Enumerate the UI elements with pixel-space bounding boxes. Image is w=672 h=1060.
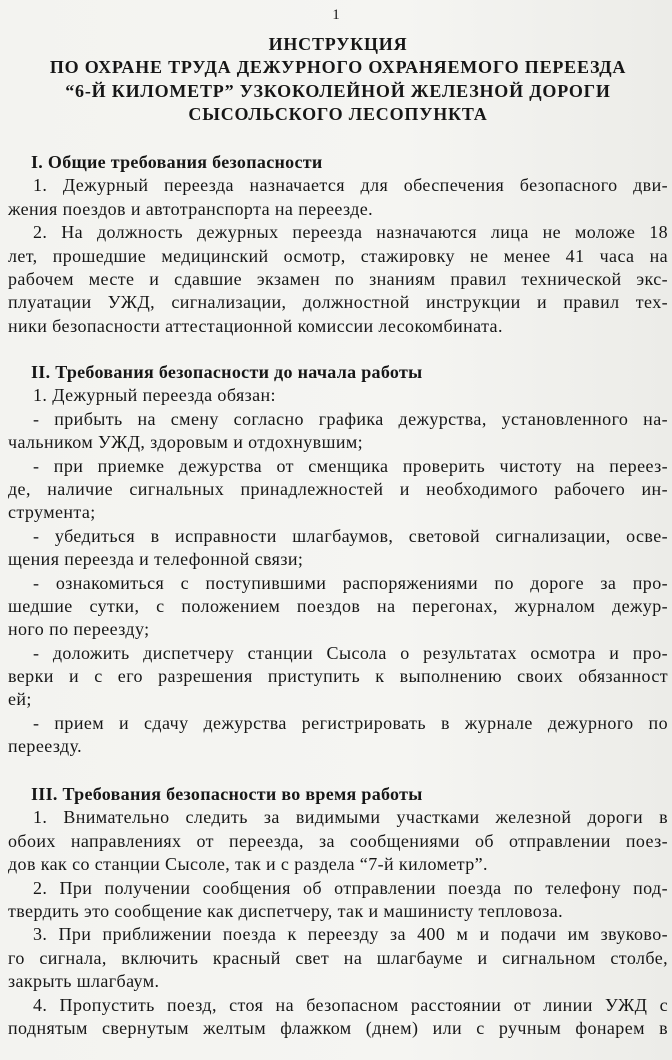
text-line: 2. При получении сообщения об отправлении поезда по телефону под- [33,877,668,898]
text-line: - доложить диспетчеру станции Сысола о результатах осмотра и про- [33,642,668,663]
section-heading: II. Требования безопасности до начала работы [31,362,423,382]
text-line: 1. Внимательно следить за видимыми участками железной дороги в [33,807,668,828]
text-line: 1. Дежурный переезда обязан: [33,385,276,406]
section-heading: I. Общие требования безопасности [31,152,323,172]
section-general-requirements [8,151,668,338]
text-line: - прием и сдачу дежурства регистрировать в журнале дежурного по [33,712,668,733]
text-line: ного по переезду; [8,619,150,640]
text-line: 4. Пропустить поезд, стоя на безопасном расстоянии от линии УЖД с [33,994,668,1015]
text-line: дов как со станции Сысоле, так и с раздела “7-й километр”. [8,854,488,875]
text-line: поднятым свернутым желтым флажком (днем) или с ручным фонарем в [8,1017,668,1038]
text-line: 1. Дежурный переезда назначается для обеспечения безопасного дви- [33,175,668,196]
document-title-line: ПО ОХРАНЕ ТРУДА ДЕЖУРНОГО ОХРАНЯЕМОГО ПЕРЕЕЗДА [49,57,627,78]
text-line: переезду. [8,736,83,757]
document-title-line: СЫСОЛЬСКОГО ЛЕСОПУНКТА [188,104,488,125]
text-line: - убедиться в исправности шлагбаумов, световой сигнализации, осве- [33,525,668,546]
text-line: струмента; [8,502,96,523]
text-line: жения поездов и автотранспорта на переезде. [8,198,374,219]
text-line: - ознакомиться с поступившими распоряжениями по дороге за про- [33,572,668,593]
text-line: де, наличие сигнальных принадлежностей и необходимого рабочего ин- [8,478,668,499]
text-line: 2. На должность дежурных переезда назначаются лица не моложе 18 [33,222,668,243]
text-line: плуатации УЖД, сигнализации, должностной инструкции и правил тех- [8,292,668,313]
text-line: шедшие сутки, с положением поездов на перегонах, журналом дежур- [8,595,668,616]
page-number: 1 [332,7,340,23]
section-during-work [8,783,668,1040]
document-title-line: “6-Й КИЛОМЕТР” УЗКОКОЛЕЙНОЙ ЖЕЛЕЗНОЙ ДОРОГИ [65,80,611,101]
text-line: 3. При приближении поезда к переезду за 400 м и подачи им звуково- [33,924,668,945]
section-before-work [8,361,668,759]
text-line: го сигнала, включить красный свет на шлагбауме и сигнальном столбе, [8,947,668,968]
text-line: твердить это сообщение как диспетчеру, так и машинисту тепловоза. [8,900,563,921]
text-line: ей; [8,689,32,710]
section-heading: III. Требования безопасности во время работы [31,784,423,804]
document-title [8,33,668,127]
text-line: ники безопасности аттестационной комиссии лесокомбината. [8,315,503,336]
text-line: - прибыть на смену согласно графика дежурства, установленного на- [33,408,668,429]
text-line: чальником УЖД, здоровым и отдохнувшим; [8,432,364,453]
text-line: лет, прошедшие медицинский осмотр, стажировку не менее 41 часа на [8,245,668,266]
document-title-line: ИНСТРУКЦИЯ [268,34,408,54]
text-line: обоих направлениях от переезда, за сообщениями об отправлении поез- [8,830,668,851]
text-line: верки и с его разрешения приступить к выполнению своих обязанност [8,666,668,687]
text-line: - при приемке дежурства от сменщика проверить чистоту на переез- [33,455,668,476]
text-line: рабочем месте и сдавшие экзамен по знаниям правил технической экс- [8,268,668,289]
text-line: закрыть шлагбаум. [8,971,160,992]
text-line: щения переезда и телефонной связи; [8,549,304,570]
